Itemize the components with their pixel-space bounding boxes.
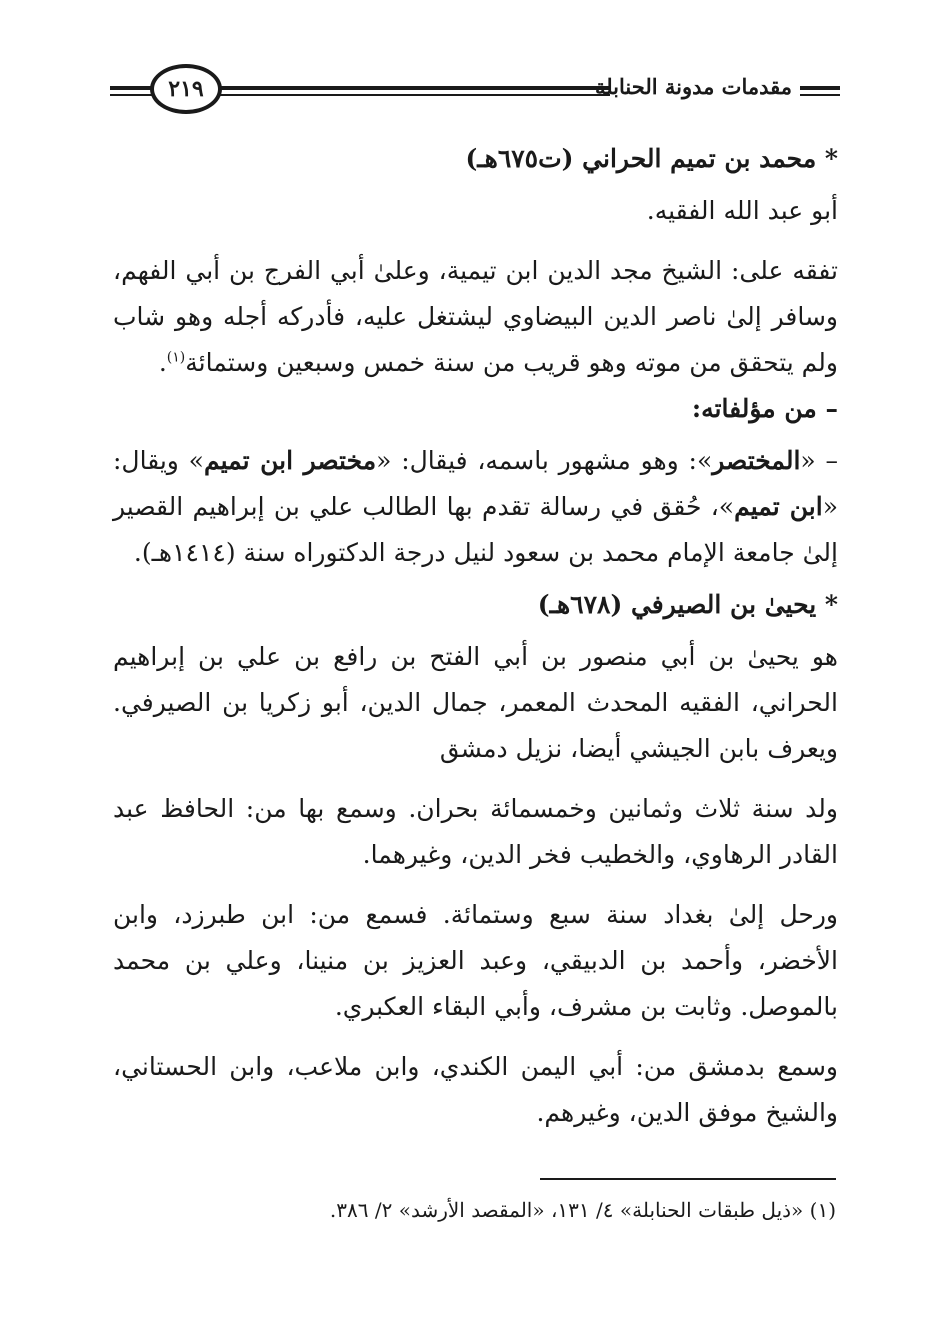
work-title: ابن تميم [734, 492, 823, 521]
paragraph: وسمع بدمشق من: أبي اليمن الكندي، وابن ملاعب، وابن الحستاني، والشيخ موفق الدين، وغيرهم. [113, 1052, 838, 1127]
header-rule [110, 86, 152, 90]
kunya-line: أبو عبد الله الفقيه. [646, 196, 838, 225]
page-header [110, 62, 840, 118]
header-rule [110, 94, 152, 96]
paragraph-text: »: وهو مشهور باسمه، فيقال: « [376, 446, 713, 475]
works-label: – من مؤلفاته: [691, 394, 838, 423]
paragraph-text: . [158, 348, 167, 377]
paragraph: هو يحيىٰ بن أبي منصور بن أبي الفتح بن رافع بن علي بن إبراهيم الحراني، الفقيه المحدث المعمر، جمال الدين، أبو زكريا بن الصيرفي. ويعرف بابن الجيشي أيضا، نزيل دمشق [113, 642, 838, 763]
header-rule [220, 94, 610, 96]
paragraph: ولد سنة ثلاث وثمانين وخمسمائة بحران. وسمع بها من: الحافظ عبد القادر الرهاوي، والخطيب فخر الدين، وغيرهما. [113, 794, 838, 869]
work-title: مختصر ابن تميم [203, 446, 377, 475]
entry-heading: * محمد بن تميم الحراني (ت٦٧٥هـ) [465, 144, 838, 173]
entry-heading: * يحيىٰ بن الصيرفي (٦٧٨هـ) [537, 590, 838, 619]
footnote: (١) «ذيل طبقات الحنابلة» ٤/ ١٣١، «المقصد الأرشد» ٢/ ٣٨٦. [329, 1198, 836, 1222]
work-title: المختصر [712, 446, 801, 475]
paragraph: ورحل إلىٰ بغداد سنة سبع وستمائة. فسمع من: ابن طبرزد، وابن الأخضر، وأحمد بن الدبيقي، وعبد العزيز بن منينا، وعلي بن محمد بالموصل. وثابت بن مشرف، وأبي البقاء العكبري. [113, 900, 838, 1021]
header-rule [800, 94, 840, 96]
paragraph [113, 438, 838, 576]
paragraph-text: – « [800, 446, 839, 475]
header-rule [220, 86, 610, 90]
footnote-reference: (١) [166, 349, 186, 366]
paragraph-text: »، حُقق في رسالة تقدم بها الطالب علي بن إبراهيم القصير إلىٰ جامعة الإمام محمد بن سعود لنيل درجة الدكتوراه سنة (١٤١٤هـ). [113, 492, 838, 567]
header-rule [800, 86, 840, 90]
footnote-separator [540, 1178, 836, 1180]
paragraph-text: » ويقال: « [113, 446, 838, 521]
page-body [113, 136, 838, 1136]
page-number: ٢١٩ [150, 64, 222, 114]
paragraph [113, 248, 838, 386]
running-title: مقدمات مدونة الحنابلة [594, 74, 792, 99]
paragraph-text: تفقه على: الشيخ مجد الدين ابن تيمية، وعلىٰ أبي الفرج بن أبي الفهم، وسافر إلىٰ ناصر الدين البيضاوي ليشتغل عليه، فأدركه أجله وهو شاب ولم يتحقق من موته وهو قريب من سنة خمس وسبعين وستمائة [113, 256, 838, 377]
